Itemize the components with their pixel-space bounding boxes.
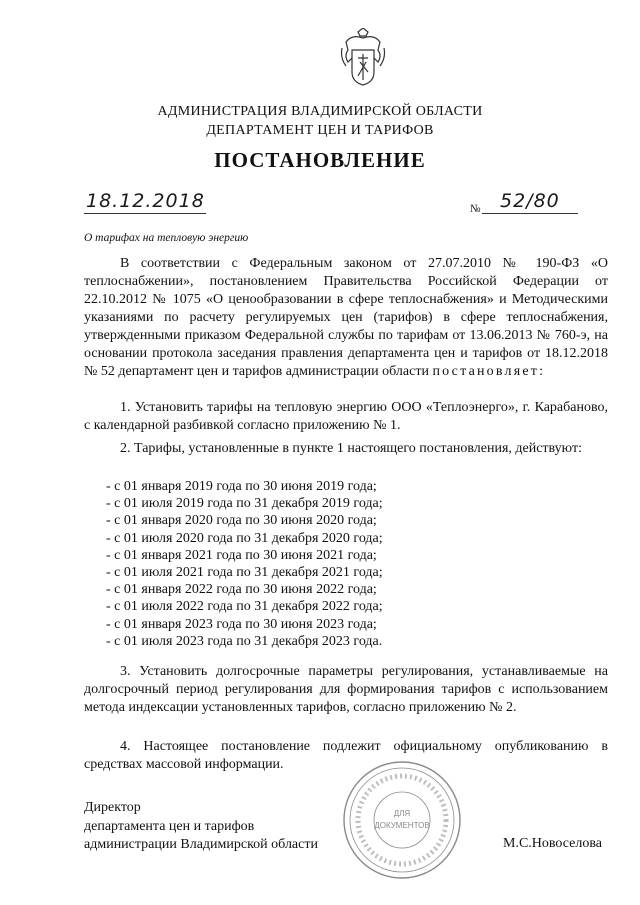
paragraph-3: 3. Установить долгосрочные параметры регулирования, устанавливаемые на долгосрочный период регулирования для формирования тарифов с использованием метода индексации установленных тарифов, согласно приложению № 2. (84, 664, 608, 715)
resolves-word: постановляет: (432, 364, 546, 379)
coat-of-arms-icon (338, 28, 388, 88)
stamp-text: ДЛЯ (393, 809, 411, 818)
organization-name: АДМИНИСТРАЦИЯ ВЛАДИМИРСКОЙ ОБЛАСТИ (157, 104, 483, 119)
document-number: 52/80 (500, 190, 560, 212)
document-date: 18.12.2018 (86, 190, 205, 212)
paragraph-4: 4. Настоящее постановление подлежит официальному опубликованию в средствах массовой информации. (84, 739, 608, 772)
list-item: - с 01 июля 2021 года по 31 декабря 2021 года; (106, 565, 383, 581)
list-item: - с 01 июля 2019 года по 31 декабря 2019 года; (106, 496, 383, 512)
list-item: - с 01 июля 2022 года по 31 декабря 2022 года; (106, 599, 383, 615)
paragraph-1: 1. Установить тарифы на тепловую энергию ООО «Теплоэнерго», г. Карабаново, с календарной разбивкой согласно приложению № 1. (84, 400, 608, 433)
validity-periods-list (106, 478, 383, 650)
list-item: - с 01 января 2023 года по 30 июня 2023 года; (106, 616, 377, 632)
preamble-text: В соответствии с Федеральным законом от 27.07.2010 № 190-ФЗ «О теплоснабжении», постановлением Правительства Российской Федерации от 22.10.2012 № 1075 «О ценообразовании в сфере теплоснабжения» и Методическими указаниями по расчету регулируемых цен (тарифов) в сфере теплоснабжения, утвержденными приказом Федеральной службы по тарифам от 13.06.2013 № 760-э, на основании протокола заседания правления департамента цен и тарифов от 18.12.2018 № 52 департамент цен и тарифов администрации области (84, 256, 608, 379)
date-underline (84, 213, 206, 214)
document-title: ПОСТАНОВЛЕНИЕ (214, 148, 426, 172)
number-label: № (470, 203, 481, 215)
position-line: Директор (84, 800, 141, 815)
paragraph-2: 2. Тарифы, установленные в пункте 1 настоящего постановления, действуют: (120, 441, 582, 456)
list-item: - с 01 января 2022 года по 30 июня 2022 года; (106, 582, 377, 598)
round-seal-icon (340, 758, 464, 882)
signatory-name: М.С.Новоселова (503, 836, 602, 851)
list-item: - с 01 января 2019 года по 30 июня 2019 года; (106, 479, 377, 494)
department-name: ДЕПАРТАМЕНТ ЦЕН И ТАРИФОВ (206, 123, 434, 138)
list-item: - с 01 января 2021 года по 30 июня 2021 года; (106, 547, 377, 563)
list-item: - с 01 января 2020 года по 30 июня 2020 года; (106, 513, 377, 529)
position-line: администрации Владимирской области (84, 837, 318, 852)
list-item: - с 01 июля 2023 года по 31 декабря 2023 года. (106, 633, 383, 649)
stamp-text: ДОКУМЕНТОВ (374, 821, 430, 830)
number-underline (482, 213, 578, 214)
preamble-paragraph (84, 255, 608, 381)
document-subject: О тарифах на тепловую энергию (84, 232, 249, 244)
position-line: департамента цен и тарифов (84, 818, 255, 834)
list-item: - с 01 июля 2020 года по 31 декабря 2020 года; (106, 530, 383, 546)
signatory-position (84, 799, 318, 855)
